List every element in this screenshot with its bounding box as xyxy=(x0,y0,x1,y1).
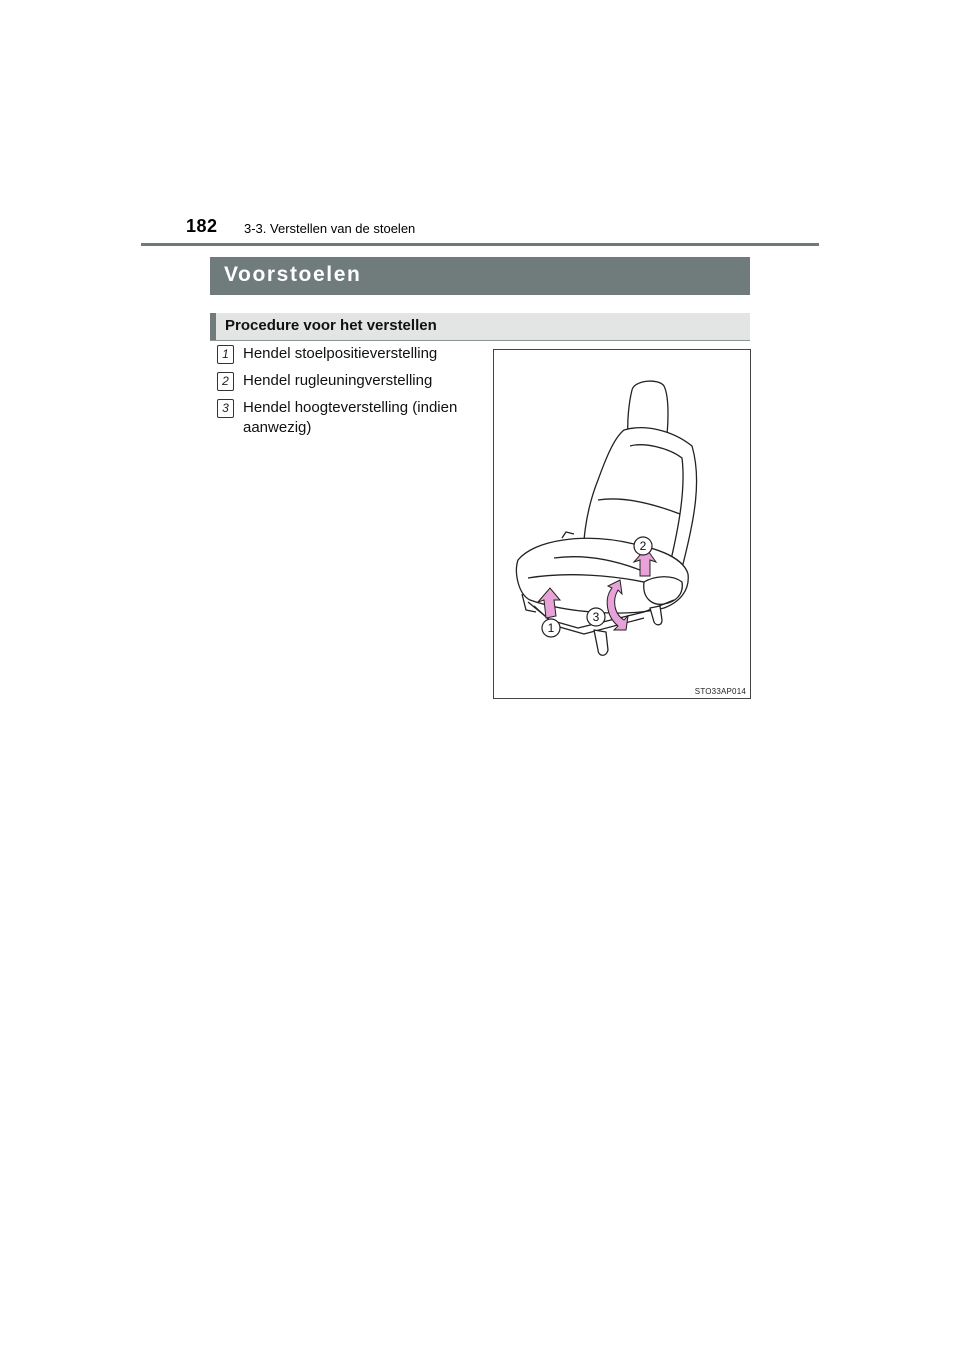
list-item xyxy=(217,371,482,391)
page-number: 182 xyxy=(186,216,218,236)
list-item xyxy=(217,344,482,364)
callout-1-label: 1 xyxy=(547,621,555,635)
subheading-accent xyxy=(210,313,216,340)
subheading: Procedure voor het verstellen xyxy=(225,317,437,334)
item-text: Hendel stoelpositieverstelling xyxy=(243,345,438,362)
subheading-bar xyxy=(210,313,750,341)
item-number-badge: 3 xyxy=(217,399,234,418)
lever-list xyxy=(217,344,482,445)
header-rule xyxy=(141,243,819,246)
callout-3-label: 3 xyxy=(592,610,600,624)
section-title-bar xyxy=(210,257,750,295)
seat-drawing xyxy=(494,350,750,698)
item-number-badge: 1 xyxy=(217,345,234,364)
seat-illustration xyxy=(493,349,751,699)
item-text: Hendel rugleuningverstelling xyxy=(243,372,433,389)
figure-code: STO33AP014 xyxy=(694,687,746,696)
item-text: Hendel hoogteverstelling (indien aanwezig) xyxy=(243,399,458,436)
section-title: Voorstoelen xyxy=(224,263,362,286)
callout-2-label: 2 xyxy=(639,539,647,553)
item-number-badge: 2 xyxy=(217,372,234,391)
section-reference: 3-3. Verstellen van de stoelen xyxy=(244,221,416,236)
list-item xyxy=(217,398,482,438)
